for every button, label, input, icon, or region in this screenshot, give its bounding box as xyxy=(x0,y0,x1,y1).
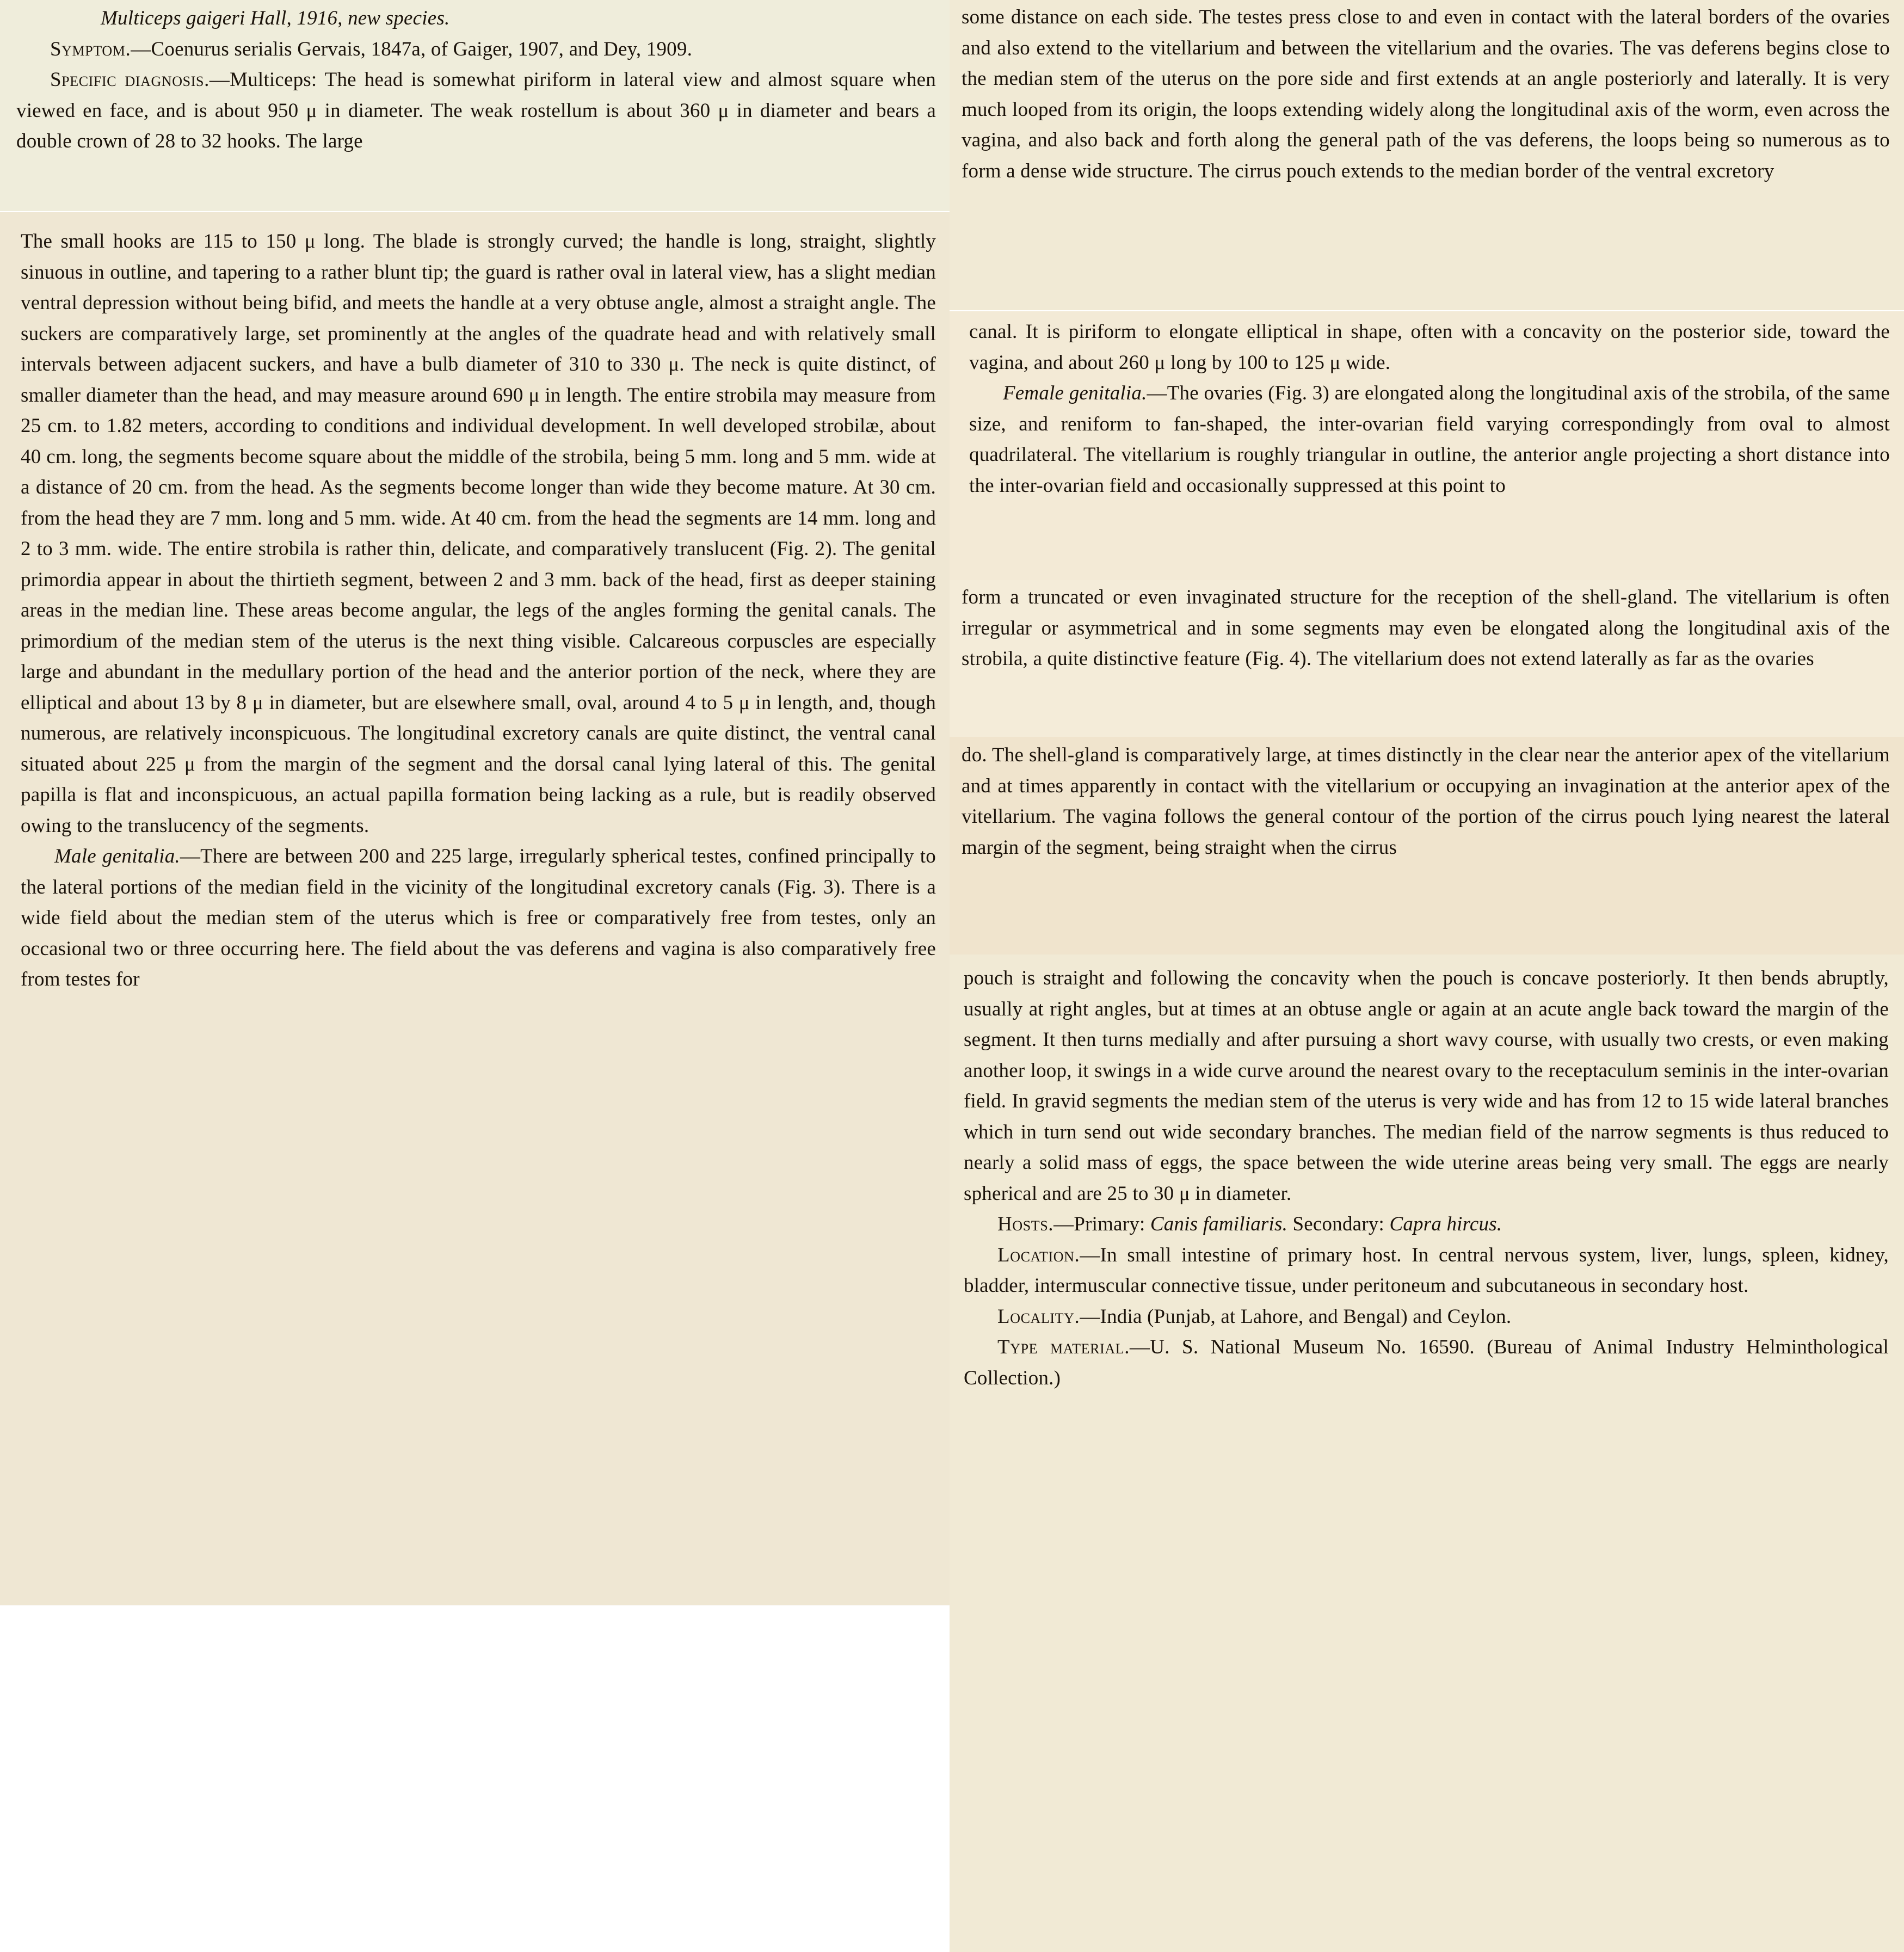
right-column xyxy=(950,0,1904,1952)
type-material-label: Type material. xyxy=(997,1336,1130,1358)
symptom-text: —Coenurus serialis Gervais, 1847a, of Gaiger, 1907, and Dey, 1909. xyxy=(131,38,693,60)
diagnosis-paragraph xyxy=(16,65,936,157)
hosts-primary: Canis familiaris. xyxy=(1150,1213,1288,1235)
hosts-text-1: —Primary: xyxy=(1053,1213,1150,1235)
right-block-2-text xyxy=(969,317,1890,501)
left-block-1-text xyxy=(16,3,936,157)
locality-label: Locality. xyxy=(997,1305,1080,1328)
female-genitalia-label: Female genitalia. xyxy=(1003,382,1147,404)
male-genitalia-paragraph xyxy=(21,841,936,995)
female-genitalia-text: —The ovaries (Fig. 3) are elongated along the longitudinal axis of the strobila, of the same size, and reniform to fan-shaped, the inter-ovarian field varying correspondingly from oval to almost quadrilateral. The vitellarium is roughly triangular in outline, the anterior angle projecting a short distance into the inter-ovarian field and occasionally suppressed at this point to xyxy=(969,382,1890,497)
type-material-paragraph xyxy=(964,1332,1889,1394)
location-text: —In small intestine of primary host. In central nervous system, liver, lungs, spleen, kidney, bladder, intermuscular connective tissue, under peritoneum and subcutaneous in secondary host. xyxy=(964,1243,1889,1297)
left-scan-block-1 xyxy=(0,0,950,211)
male-genitalia-label: Male genitalia. xyxy=(54,845,180,867)
male-genitalia-text: —There are between 200 and 225 large, irregularly spherical testes, confined principally to the lateral portions of the median field in the vicinity of the longitudinal excretory canals (Fig. 3). There is a wide field about the median stem of the uterus which is free or comparatively free from testes, only an occasional two or three occurring here. The field about the vas deferens and vagina is also comparatively free from testes for xyxy=(21,845,936,990)
right-scan-block-4 xyxy=(950,737,1904,955)
species-heading: Multiceps gaigeri Hall, 1916, new species. xyxy=(101,7,450,29)
right-block-4-text: do. The shell-gland is comparatively large, at times distinctly in the clear near the anterior apex of the vitellarium and at times apparently in contact with the vitellarium or occupying an invagination at the anterior apex of the vitellarium. The vagina follows the general contour of the portion of the cirrus pouch lying nearest the lateral margin of the segment, being straight when the cirrus xyxy=(962,744,1890,859)
left-blank-area xyxy=(0,1605,950,1952)
locality-paragraph xyxy=(964,1302,1889,1333)
female-genitalia-paragraph xyxy=(969,378,1890,501)
right-scan-block-2 xyxy=(950,311,1904,580)
hosts-secondary: Capra hircus. xyxy=(1389,1213,1502,1235)
uterus-paragraph: pouch is straight and following the concavity when the pouch is concave posteriorly. It then bends abruptly, usually at right angles, but at times at an obtuse angle or again at an acute angle back toward the margin of the segment. It then turns medially and after pursuing a short wavy course, with usually two crests, or even making another loop, it swings in a wide curve around the nearest ovary to the receptaculum seminis in the inter-ovarian field. In gravid segments the median stem of the uterus is very wide and has from 12 to 15 wide lateral branches which in turn send out wide secondary branches. The median field of the narrow segments is thus reduced to nearly a solid mass of eggs, the space between the wide uterine areas being very small. The eggs are nearly spherical and are 25 to 30 μ in diameter. xyxy=(964,967,1889,1205)
diagnosis-text: —Multiceps: The head is somewhat piriform in lateral view and almost square when viewed en face, and is about 950 μ in diameter. The weak rostellum is about 360 μ in diameter and bears a double crown of 28 to 32 hooks. The large xyxy=(16,69,936,152)
right-block-5-text xyxy=(964,963,1889,1394)
hosts-text-2: Secondary: xyxy=(1287,1213,1390,1235)
left-block-2-text xyxy=(21,226,936,995)
left-scan-block-2 xyxy=(0,212,950,1605)
type-material-text: —U. S. National Museum No. 16590. (Bureau of Animal Industry Helminthological Collection.) xyxy=(964,1336,1889,1389)
locality-text: —India (Punjab, at Lahore, and Bengal) and Ceylon. xyxy=(1080,1305,1512,1328)
symptom-label: Symptom. xyxy=(50,38,131,60)
location-paragraph xyxy=(964,1240,1889,1302)
diagnosis-label: Specific diagnosis. xyxy=(50,69,209,91)
right-scan-block-1 xyxy=(950,0,1904,310)
symptom-paragraph xyxy=(16,34,936,65)
right-scan-block-3 xyxy=(950,580,1904,737)
right-scan-block-5 xyxy=(950,955,1904,1952)
hosts-label: Hosts. xyxy=(997,1213,1054,1235)
right-block-1-text: some distance on each side. The testes press close to and even in contact with the lateral borders of the ovaries and also extend to the vitellarium and between the vitellarium and the ovaries. The vas deferens begins close to the median stem of the uterus on the pore side and first extends at an angle posteriorly and laterally. It is very much looped from its origin, the loops extending widely along the longitudinal axis of the worm, even across the vagina, and also back and forth along the general path of the vas deferens, the loops being so numerous as to form a dense wide structure. The cirrus pouch extends to the median border of the ventral excretory xyxy=(962,6,1890,182)
right-block-3-text: form a truncated or even invaginated structure for the reception of the shell-gland. The vitellarium is often irregular or asymmetrical and in some segments may even be elongated along the longitudinal axis of the strobila, a quite distinctive feature (Fig. 4). The vitellarium does not extend laterally as far as the ovaries xyxy=(962,586,1890,670)
hosts-paragraph xyxy=(964,1209,1889,1240)
location-label: Location. xyxy=(997,1243,1080,1266)
left-column xyxy=(0,0,950,1952)
left-paragraph-main: The small hooks are 115 to 150 μ long. The blade is strongly curved; the handle is long, straight, slightly sinuous in outline, and tapering to a rather blunt tip; the guard is rather oval in lateral view, has a slight median ventral depression without being bifid, and meets the handle at a very obtuse angle, almost a straight angle. The suckers are comparatively large, set prominently at the angles of the quadrate head and with relatively small intervals between adjacent suckers, and have a bulb diameter of 310 to 330 μ. The neck is quite distinct, of smaller diameter than the head, and may measure around 690 μ in length. The entire strobila may measure from 25 cm. to 1.82 meters, according to conditions and individual development. In well developed strobilæ, about 40 cm. long, the segments become square about the middle of the strobila, being 5 mm. long and 5 mm. wide at a distance of 20 cm. from the head. As the segments become longer than wide they become mature. At 30 cm. from the head they are 7 mm. long and 5 mm. wide. At 40 cm. from the head the segments are 14 mm. long and 2 to 3 mm. wide. The entire strobila is rather thin, delicate, and comparatively translucent (Fig. 2). The genital primordia appear in about the thirtieth segment, between 2 and 3 mm. back of the head, first as deeper staining areas in the median line. These areas become angular, the legs of the angles forming the genital canals. The primordium of the median stem of the uterus is the next thing visible. Calcareous corpuscles are especially large and abundant in the medullary portion of the head and the anterior portion of the neck, where they are elliptical and about 13 by 8 μ in diameter, but are elsewhere small, oval, around 4 to 5 μ in length, and, though numerous, are relatively inconspicuous. The longitudinal excretory canals are quite distinct, the ventral canal situated about 225 μ from the margin of the segment and the dorsal canal lying lateral of this. The genital papilla is flat and inconspicuous, an actual papilla formation being lacking as a rule, but is readily observed owing to the translucency of the segments. xyxy=(21,230,936,837)
cirrus-pouch-paragraph: canal. It is piriform to elongate elliptical in shape, often with a concavity on the posterior side, toward the vagina, and about 260 μ long by 100 to 125 μ wide. xyxy=(969,321,1890,374)
